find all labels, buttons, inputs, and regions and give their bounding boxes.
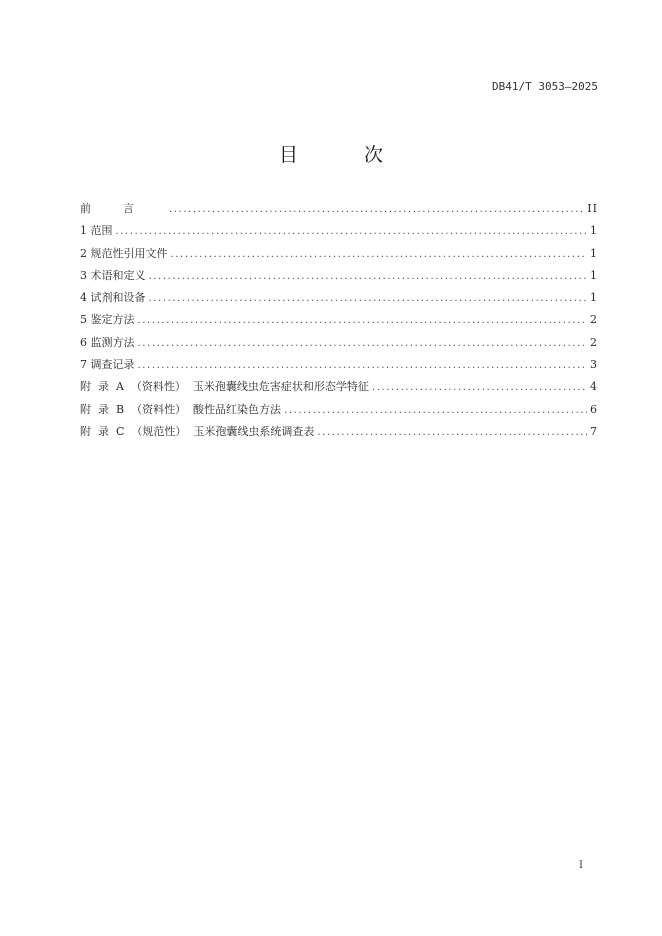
- toc-leader-dots: [284, 402, 587, 420]
- toc-leader-dots: [171, 246, 588, 264]
- standard-code: DB41/T 3053—2025: [492, 80, 598, 93]
- toc-leader-dots: [372, 379, 587, 397]
- toc-leader-dots: [138, 357, 588, 375]
- toc-entry-page: II: [587, 202, 598, 215]
- toc-leader-dots: [138, 335, 588, 353]
- toc-entry-page: 3: [590, 358, 598, 372]
- toc-entry-label: 2 规范性引用文件: [80, 246, 168, 260]
- toc-leader-dots: [317, 424, 587, 442]
- table-of-contents: [80, 200, 598, 445]
- page-title: 目 次: [278, 144, 414, 166]
- toc-entry-page: 2: [590, 313, 598, 327]
- toc-entry-page: 1: [590, 246, 598, 260]
- toc-entry-page: 1: [590, 291, 598, 305]
- toc-entry-label: 附 录 A （资料性） 玉米孢囊线虫危害症状和形态学特征: [80, 380, 369, 394]
- toc-entry-appendix-b[interactable]: [80, 401, 598, 423]
- toc-leader-dots: [149, 290, 588, 308]
- toc-entry-page: 2: [590, 335, 598, 349]
- toc-entry-page: 1: [590, 224, 598, 238]
- toc-entry-terms[interactable]: [80, 267, 598, 289]
- toc-entry-appendix-a[interactable]: [80, 378, 598, 400]
- toc-entry-label: 5 鉴定方法: [80, 313, 135, 327]
- toc-entry-label: 1 范围: [80, 224, 113, 238]
- toc-entry-monitoring[interactable]: [80, 334, 598, 356]
- toc-entry-label: 前言: [80, 202, 166, 215]
- toc-entry-identification[interactable]: [80, 311, 598, 333]
- toc-entry-label: 附 录 B （资料性） 酸性品红染色方法: [80, 402, 282, 416]
- toc-entry-reagents[interactable]: [80, 289, 598, 311]
- toc-leader-dots: [169, 201, 584, 219]
- toc-entry-normative-references[interactable]: [80, 245, 598, 267]
- toc-entry-scope[interactable]: [80, 222, 598, 244]
- toc-leader-dots: [149, 268, 588, 286]
- page-number: I: [579, 860, 583, 871]
- toc-leader-dots: [116, 223, 588, 241]
- toc-entry-page: 1: [590, 268, 598, 282]
- toc-entry-page: 6: [590, 402, 598, 416]
- toc-entry-label: 3 术语和定义: [80, 268, 146, 282]
- toc-entry-page: 4: [590, 380, 598, 394]
- toc-entry-preface[interactable]: [80, 200, 598, 222]
- toc-entry-label: 附 录 C （规范性） 玉米孢囊线虫系统调查表: [80, 424, 315, 438]
- toc-entry-label: 4 试剂和设备: [80, 291, 146, 305]
- toc-entry-page: 7: [590, 424, 598, 438]
- toc-leader-dots: [138, 312, 588, 330]
- toc-entry-survey-records[interactable]: [80, 356, 598, 378]
- toc-entry-appendix-c[interactable]: [80, 423, 598, 445]
- toc-entry-label: 6 监测方法: [80, 335, 135, 349]
- toc-entry-label: 7 调查记录: [80, 358, 135, 372]
